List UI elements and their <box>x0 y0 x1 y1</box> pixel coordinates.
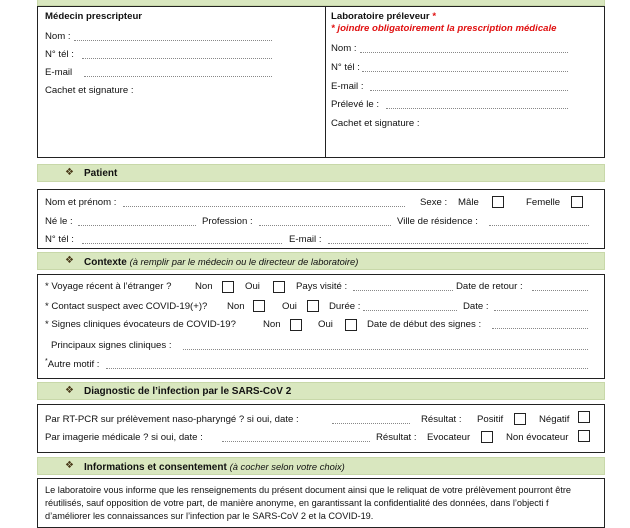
laboratoire-nom-label: Nom : <box>331 43 357 54</box>
date-retour-field[interactable] <box>532 290 588 291</box>
profession-label: Profession : <box>202 216 253 227</box>
laboratoire-tel-field[interactable] <box>362 71 568 72</box>
diamond-icon: ❖ <box>65 255 74 266</box>
voyage-non-checkbox[interactable] <box>222 281 234 293</box>
contact-label: * Contact suspect avec COVID-19(+)? <box>45 301 208 312</box>
pays-label: Pays visité : <box>296 281 348 292</box>
negatif-label: Négatif <box>539 414 570 425</box>
diamond-icon: ❖ <box>65 167 74 178</box>
informations-band <box>37 457 605 475</box>
autre-motif-label: *Autre motif : <box>45 358 100 370</box>
imagerie-resultat-label: Résultat : <box>376 432 417 443</box>
autre-motif-field[interactable] <box>106 368 588 369</box>
prescripteur-tel-label: N° tél : <box>45 49 74 60</box>
voyage-oui-checkbox[interactable] <box>273 281 285 293</box>
prescripteur-title: Médecin prescripteur <box>45 11 143 22</box>
femelle-label: Femelle <box>526 197 561 208</box>
contact-oui-label: Oui <box>282 301 297 312</box>
informations-section-title: Informations et consentement (à cocher selon votre choix) <box>84 461 345 473</box>
column-divider <box>325 7 326 157</box>
prescripteur-cachet-label: Cachet et signature : <box>45 85 134 96</box>
informations-line-1: Le laboratoire vous informe que les renseignements du présent document ainsi que le reliquat de votre prélèvement pourront être <box>45 485 572 495</box>
laboratoire-cachet-label: Cachet et signature : <box>331 118 420 129</box>
prescripteur-email-label: E-mail <box>45 67 73 78</box>
contact-date-field[interactable] <box>494 310 588 311</box>
contact-date-label: Date : <box>463 301 489 312</box>
ne-le-label: Né le : <box>45 216 73 227</box>
ville-label: Ville de résidence : <box>397 216 478 227</box>
contact-non-label: Non <box>227 301 245 312</box>
diagnostic-box <box>37 404 605 453</box>
rtpcr-label: Par RT-PCR sur prélèvement naso-pharyngé ? si oui, date : <box>45 414 299 425</box>
diagnostic-band <box>37 382 605 400</box>
rtpcr-resultat-label: Résultat : <box>421 414 462 425</box>
positif-label: Positif <box>477 414 504 425</box>
patient-tel-field[interactable] <box>82 243 282 244</box>
diamond-icon: ❖ <box>65 460 74 471</box>
patient-section-title: Patient <box>84 168 118 179</box>
patient-band <box>37 164 605 182</box>
imagerie-label: Par imagerie médicale ? si oui, date : <box>45 432 203 443</box>
patient-email-label: E-mail : <box>289 234 322 245</box>
voyage-non-label: Non <box>195 281 213 292</box>
voyage-label: * Voyage récent à l’étranger ? <box>45 281 172 292</box>
diamond-icon: ❖ <box>65 385 74 396</box>
laboratoire-tel-label: N° tél : <box>331 62 360 73</box>
date-debut-field[interactable] <box>492 328 588 329</box>
patient-nom-label: Nom et prénom : <box>45 197 117 208</box>
signes-non-label: Non <box>263 319 281 330</box>
femelle-checkbox[interactable] <box>571 196 583 208</box>
principaux-label: Principaux signes cliniques : <box>51 340 172 351</box>
contexte-note: (à remplir par le médecin ou le directeur de laboratoire) <box>129 256 359 267</box>
diagnostic-section-title: Diagnostic de l’infection par le SARS-CoV 2 <box>84 386 292 397</box>
patient-tel-label: N° tél : <box>45 234 74 245</box>
prescripteur-email-field[interactable] <box>84 76 272 77</box>
contexte-band <box>37 252 605 270</box>
voyage-oui-label: Oui <box>245 281 260 292</box>
contact-oui-checkbox[interactable] <box>307 300 319 312</box>
prescripteur-nom-label: Nom : <box>45 31 71 42</box>
ville-field[interactable] <box>489 225 589 226</box>
laboratoire-preleve-field[interactable] <box>386 108 568 109</box>
male-label: Mâle <box>458 197 479 208</box>
evocateur-checkbox[interactable] <box>481 431 493 443</box>
pays-field[interactable] <box>353 290 453 291</box>
ne-le-field[interactable] <box>78 225 196 226</box>
date-debut-label: Date de début des signes : <box>367 319 482 330</box>
sexe-label: Sexe : <box>420 197 448 208</box>
laboratoire-email-field[interactable] <box>370 90 568 91</box>
laboratoire-nom-field[interactable] <box>360 52 568 53</box>
contact-non-checkbox[interactable] <box>253 300 265 312</box>
laboratoire-email-label: E-mail : <box>331 81 364 92</box>
date-retour-label: Date de retour : <box>456 281 523 292</box>
contexte-section-title: Contexte (à remplir par le médecin ou le directeur de laboratoire) <box>84 256 359 268</box>
informations-line-2: réutilisés, sauf opposition de votre part, de manière anonyme, en garantissant la confidentialité des données, dans l’objecti f <box>45 498 549 508</box>
principaux-field[interactable] <box>183 349 588 350</box>
imagerie-date-field[interactable] <box>222 441 370 442</box>
male-checkbox[interactable] <box>492 196 504 208</box>
prescripteur-nom-field[interactable] <box>74 40 272 41</box>
patient-nom-field[interactable] <box>123 206 405 207</box>
evocateur-label: Evocateur <box>427 432 471 443</box>
non-evocateur-label: Non évocateur <box>506 432 569 443</box>
signes-oui-label: Oui <box>318 319 333 330</box>
patient-email-field[interactable] <box>328 243 588 244</box>
profession-field[interactable] <box>259 225 391 226</box>
duree-field[interactable] <box>363 310 457 311</box>
signes-non-checkbox[interactable] <box>290 319 302 331</box>
rtpcr-date-field[interactable] <box>332 423 410 424</box>
prescripteur-tel-field[interactable] <box>82 58 272 59</box>
informations-note: (à cocher selon votre choix) <box>229 461 345 472</box>
informations-line-3: d’améliorer les connaissances sur l’infection par le SARS-CoV 2 et la COVID-19. <box>45 511 374 521</box>
signes-oui-checkbox[interactable] <box>345 319 357 331</box>
non-evocateur-checkbox[interactable] <box>578 430 590 442</box>
required-star: * <box>432 11 437 22</box>
positif-checkbox[interactable] <box>514 413 526 425</box>
signes-label: * Signes cliniques évocateurs de COVID-19? <box>45 319 236 330</box>
duree-label: Durée : <box>329 301 361 312</box>
laboratoire-title: Laboratoire préleveur * <box>331 11 437 22</box>
negatif-checkbox[interactable] <box>578 411 590 423</box>
laboratoire-note: * joindre obligatoirement la prescription médicale <box>331 23 557 34</box>
laboratoire-preleve-label: Prélevé le : <box>331 99 379 110</box>
